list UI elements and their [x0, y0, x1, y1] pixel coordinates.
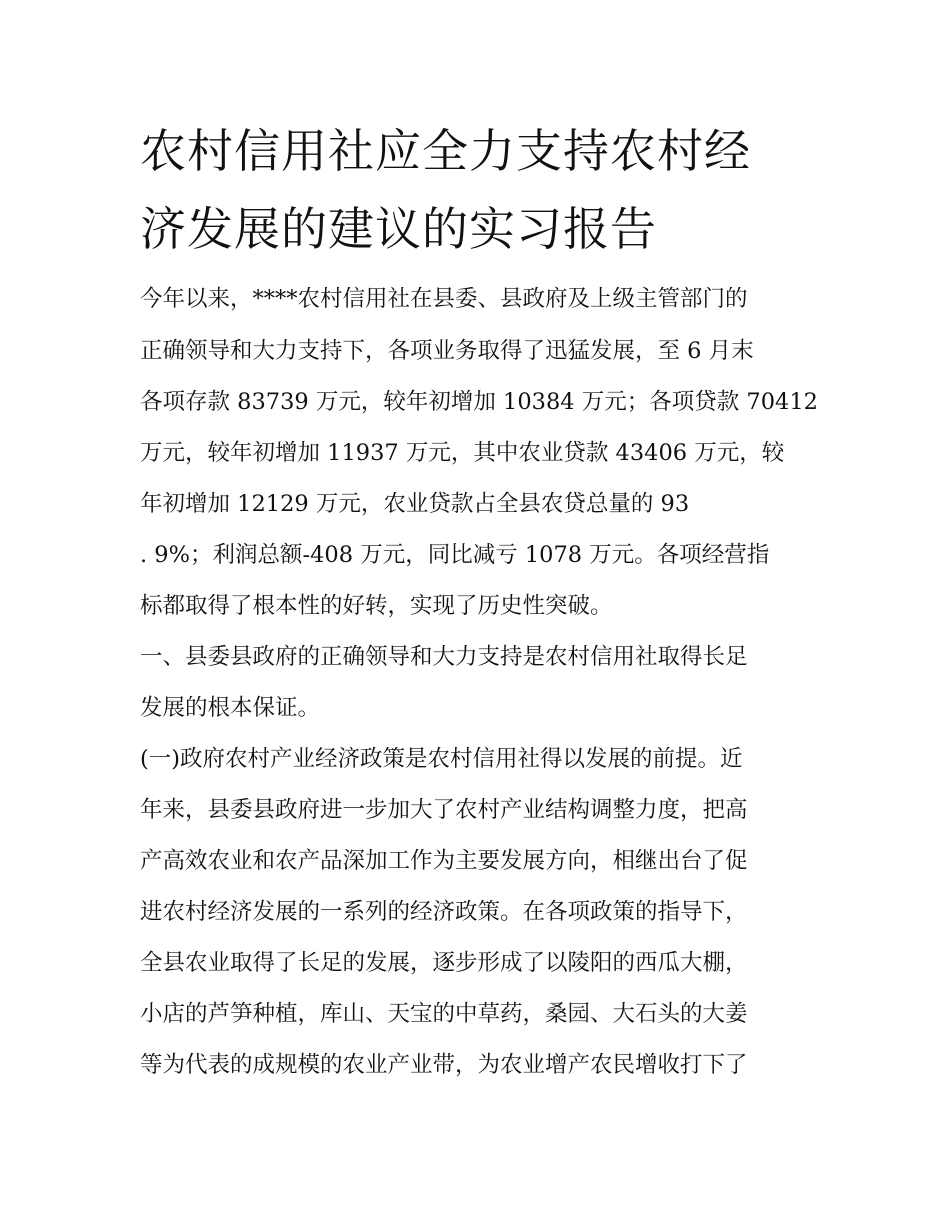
body-line-2: 正确领导和大力支持下，各项业务取得了迅猛发展，至 6 月末: [140, 338, 754, 364]
body-line-5: 年初增加 12129 万元，农业贷款占全县农贷总量的 93: [140, 491, 690, 517]
title-line-2: 济发展的建议的实习报告: [140, 202, 657, 256]
title-line-1: 农村信用社应全力支持农村经: [140, 124, 751, 178]
subsection-line-2: 年来，县委县政府进一步加大了农村产业结构调整力度，把高: [140, 797, 748, 823]
section-heading-line-2: 发展的根本保证。: [140, 695, 321, 721]
body-line-1: 今年以来，****农村信用社在县委、县政府及上级主管部门的: [140, 286, 748, 312]
body-line-6: . 9%；利润总额-408 万元，同比减亏 1078 万元。各项经营指: [140, 542, 770, 568]
subsection-line-1: (一)政府农村产业经济政策是农村信用社得以发展的前提。近: [140, 746, 743, 772]
subsection-line-3: 产高效农业和农产品深加工作为主要发展方向，相继出台了促: [140, 848, 748, 874]
document-title: [140, 112, 820, 268]
subsection-line-5: 全县农业取得了长足的发展，逐步形成了以陵阳的西瓜大棚，: [140, 950, 748, 976]
body-line-3: 各项存款 83739 万元，较年初增加 10384 万元；各项贷款 70412: [140, 389, 818, 415]
body-line-4: 万元，较年初增加 11937 万元，其中农业贷款 43406 万元，较: [140, 440, 785, 466]
subsection-line-7: 等为代表的成规模的农业产业带，为农业增产农民增收打下了: [140, 1052, 748, 1078]
body-line-7: 标都取得了根本性的好转，实现了历史性突破。: [140, 593, 613, 619]
subsection-line-6: 小店的芦笋种植，库山、天宝的中草药，桑园、大石头的大姜: [140, 1001, 748, 1027]
section-heading-line-1: 一、县委县政府的正确领导和大力支持是农村信用社取得长足: [140, 644, 748, 670]
subsection-line-4: 进农村经济发展的一系列的经济政策。在各项政策的指导下，: [140, 899, 748, 925]
